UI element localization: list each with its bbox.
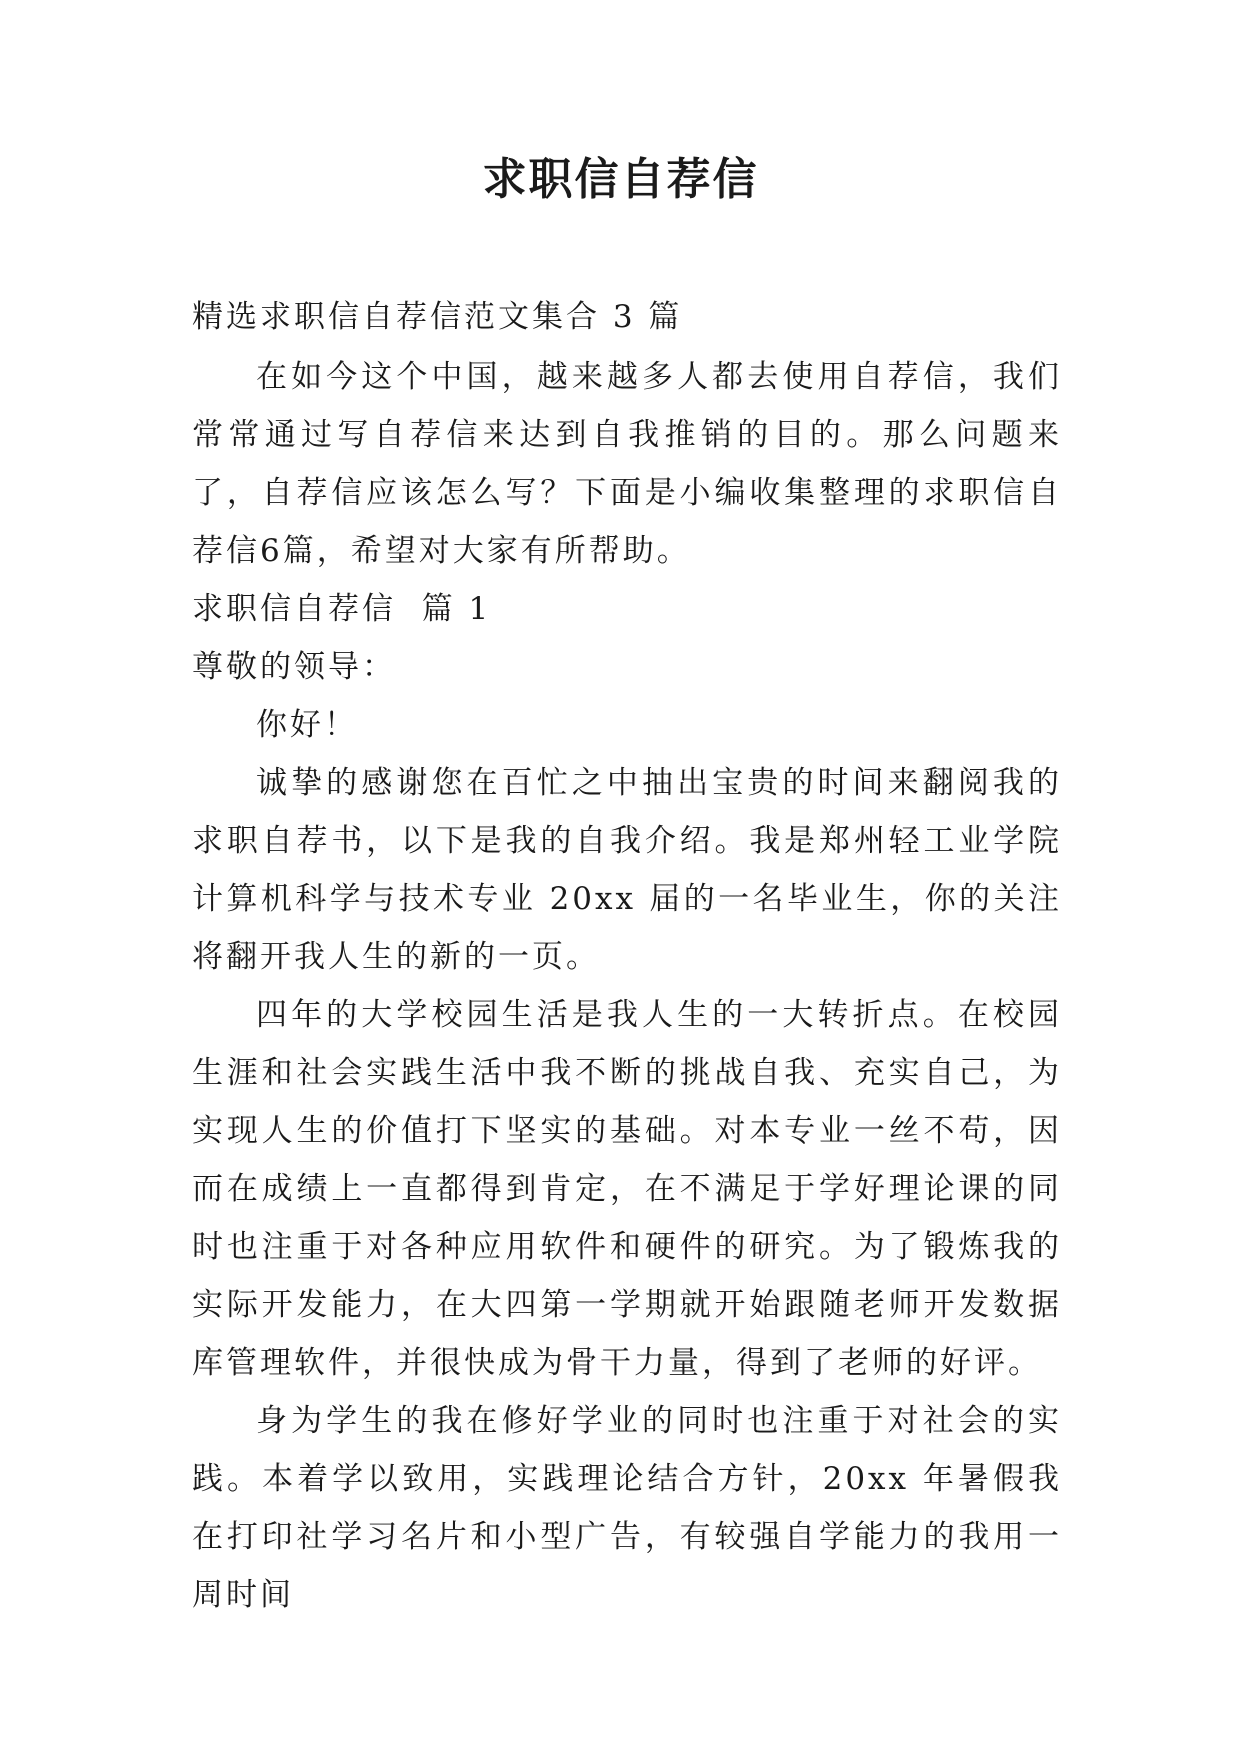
intro-paragraph: 在如今这个中国，越来越多人都去使用自荐信，我们常常通过写自荐信来达到自我推销的目的。那么问题来了，自荐信应该怎么写？下面是小编收集整理的求职信自荐信6篇，希望对大家有所帮助。: [192, 359, 1062, 569]
document-body: [192, 288, 1062, 1624]
section-heading: 求职信自荐信 篇 1: [192, 591, 492, 627]
salutation: 尊敬的领导：: [192, 649, 396, 685]
greeting: 你好！: [256, 707, 358, 743]
body-paragraph: 四年的大学校园生活是我人生的一大转折点。在校园生涯和社会实践生活中我不断的挑战自我、充实自己，为实现人生的价值打下坚实的基础。对本专业一丝不苟，因而在成绩上一直都得到肯定，在不满足于学好理论课的同时也注重于对各种应用软件和硬件的研究。为了锻炼我的实际开发能力，在大四第一学期就开始跟随老师开发数据库管理软件，并很快成为骨干力量，得到了老师的好评。: [192, 997, 1062, 1381]
document-subtitle: 精选求职信自荐信范文集合 3 篇: [192, 299, 683, 335]
body-paragraph: 身为学生的我在修好学业的同时也注重于对社会的实践。本着学以致用，实践理论结合方针，20xx 年暑假我在打印社学习名片和小型广告，有较强自学能力的我用一周时间: [192, 1403, 1062, 1613]
document-title: 求职信自荐信: [482, 154, 759, 205]
body-paragraph: 诚挚的感谢您在百忙之中抽出宝贵的时间来翻阅我的求职自荐书，以下是我的自我介绍。我是郑州轻工业学院计算机科学与技术专业 20xx 届的一名毕业生，你的关注将翻开我人生的新的一页。: [192, 765, 1062, 975]
